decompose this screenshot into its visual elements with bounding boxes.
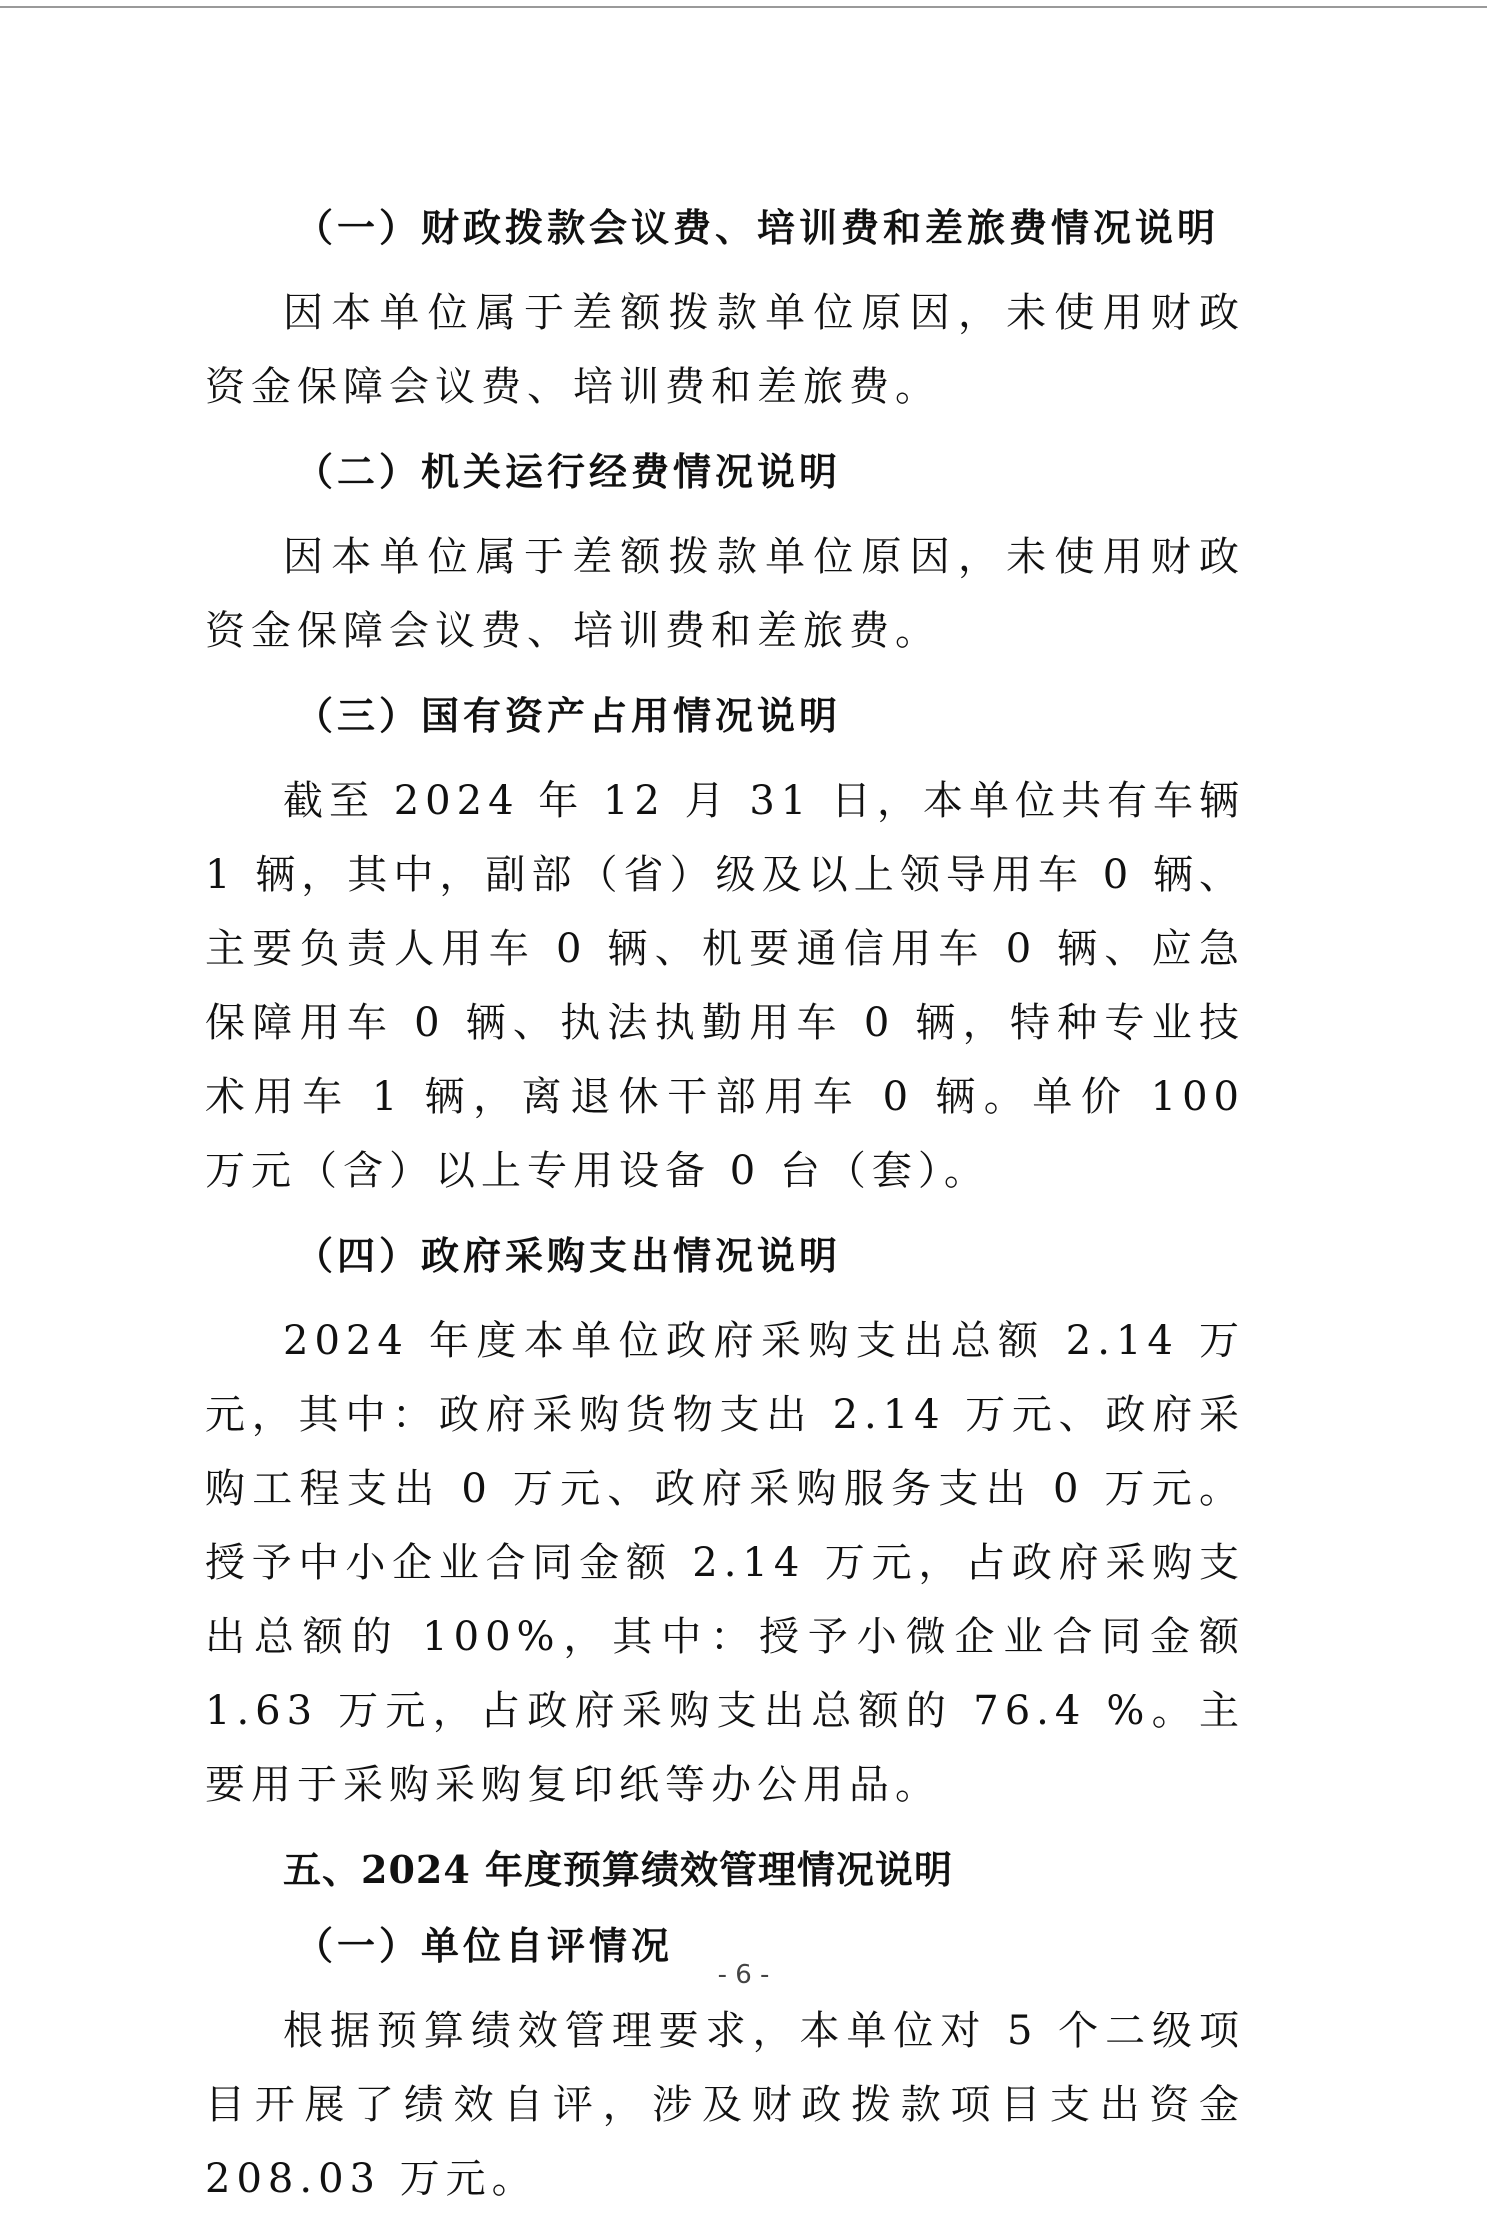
section-3-body: 截至 2024 年 12 月 31 日，本单位共有车辆 1 辆，其中，副部（省）级及以上领导用车 0 辆、主要负责人用车 0 辆、机要通信用车 0 辆、应急保障用车 0 辆、执法执勤用车 0 辆，特种专业技术用车 1 辆，离退休干部用车 0 辆。单价 100 万元（含）以上专用设备 0 台（套）。 [205, 778, 1245, 1194]
page-number: - 6 - [717, 1960, 770, 1990]
section-4 [205, 1228, 1245, 1822]
section-3 [205, 688, 1245, 1208]
section-1-heading: （一）财政拨款会议费、培训费和差旅费情况说明 [295, 205, 1220, 250]
section-4-heading: （四）政府采购支出情况说明 [295, 1233, 842, 1278]
subsection-heading: （一）单位自评情况 [295, 1923, 674, 1968]
section-4-body: 2024 年度本单位政府采购支出总额 2.14 万元，其中：政府采购货物支出 2.14 万元、政府采购工程支出 0 万元、政府采购服务支出 0 万元。授予中小企业合同金额 2.14 万元，占政府采购支出总额的 100%，其中：授予小微企业合同金额 1.63 万元，占政府采购支出总额的 76.4 %。主要用于采购采购复印纸等办公用品。 [205, 1318, 1245, 1808]
section-2-body: 因本单位属于差额拨款单位原因，未使用财政资金保障会议费、培训费和差旅费。 [205, 534, 1245, 654]
section-3-heading: （三）国有资产占用情况说明 [295, 693, 842, 738]
section-2 [205, 444, 1245, 668]
document-page [205, 200, 1245, 2236]
section-1 [205, 200, 1245, 424]
major-heading: 五、2024 年度预算绩效管理情况说明 [283, 1847, 953, 1892]
section-1-body: 因本单位属于差额拨款单位原因，未使用财政资金保障会议费、培训费和差旅费。 [205, 290, 1245, 410]
subsection-body: 根据预算绩效管理要求，本单位对 5 个二级项目开展了绩效自评，涉及财政拨款项目支出资金 208.03 万元。 [205, 2008, 1245, 2202]
section-2-heading: （二）机关运行经费情况说明 [295, 449, 842, 494]
top-scan-edge [0, 6, 1487, 8]
